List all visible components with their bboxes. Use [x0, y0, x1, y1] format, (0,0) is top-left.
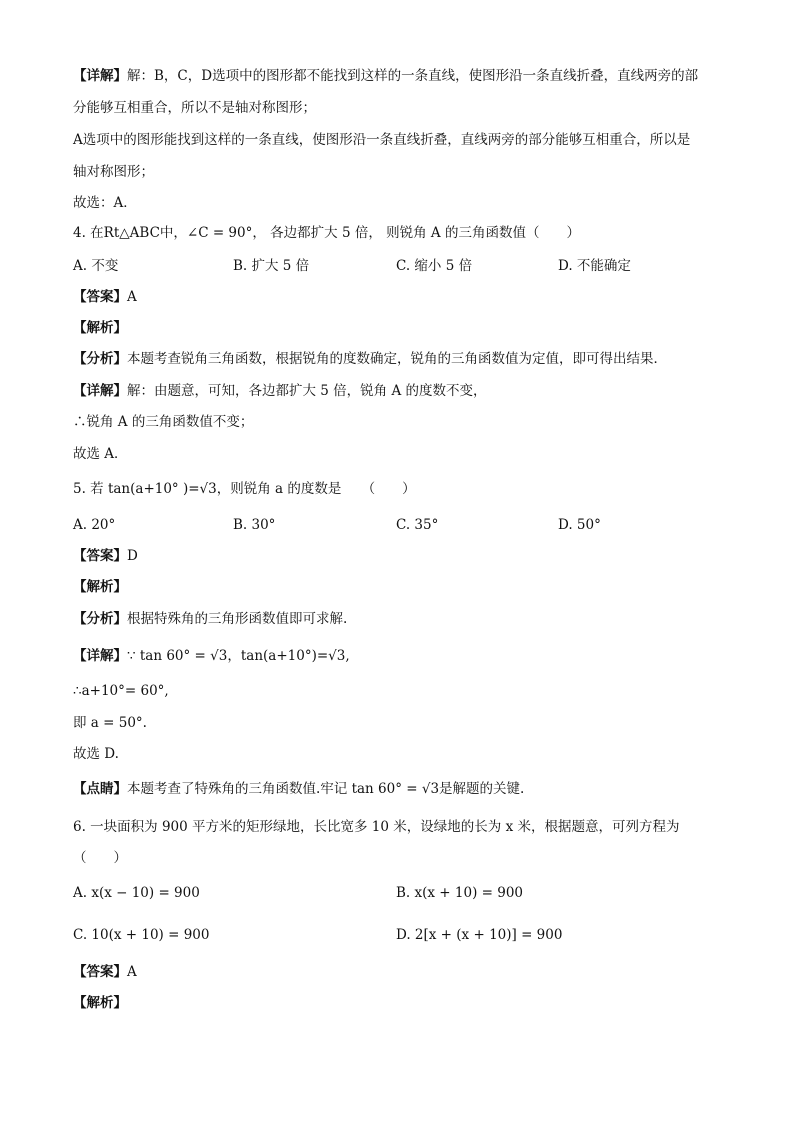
- q3-detail-line1: 【详解】解：B，C，D选项中的图形都不能找到这样的一条直线，使图形沿一条直线折叠，直线两旁的部: [73, 68, 699, 84]
- q6-option-a: A. x(x − 10) = 900: [73, 885, 200, 901]
- q5-detail: 【详解】∵ tan 60° = √3，tan(a+10°)=√3,: [73, 648, 350, 664]
- q4-option-b: B. 扩大 5 倍: [233, 258, 310, 274]
- q3-detail-line4: 轴对称图形；: [73, 164, 154, 180]
- detail-tag: 【详解】: [73, 68, 127, 84]
- detail-tag: 【详解】: [73, 383, 127, 399]
- q4-answer: 【答案】A: [73, 289, 137, 305]
- q4-analysis-tag: 【解析】: [73, 320, 127, 336]
- fenxi-tag: 【分析】: [73, 351, 127, 367]
- q4-conclusion: ∴锐角 A 的三角函数值不变；: [73, 414, 254, 430]
- q3-detail-line2: 分能够互相重合，所以不是轴对称图形；: [73, 100, 316, 116]
- q5-answer: 【答案】D: [73, 548, 138, 564]
- q5-step2: 即 a = 50°.: [73, 715, 147, 731]
- q5-note: 【点睛】本题考查了特殊角的三角函数值.牢记 tan 60° = √3是解题的关键.: [73, 781, 525, 797]
- q3-choose: 故选：A．: [73, 195, 137, 211]
- q4-option-d: D. 不能确定: [558, 258, 631, 274]
- fenxi-tag: 【分析】: [73, 611, 127, 627]
- q6-answer: 【答案】A: [73, 964, 137, 980]
- answer-tag: 【答案】: [73, 548, 127, 564]
- q4-fenxi: 【分析】本题考查锐角三角函数，根据锐角的度数确定，锐角的三角函数值为定值，即可得出结果．: [73, 351, 667, 367]
- q5-fenxi: 【分析】根据特殊角的三角形函数值即可求解.: [73, 611, 348, 627]
- note-tag: 【点睛】: [73, 781, 127, 797]
- q5-analysis-tag: 【解析】: [73, 579, 127, 595]
- q5-step1: ∴a+10°= 60°,: [73, 683, 169, 699]
- q5-stem: 5. 若 tan(a+10° )=√3，则锐角 a 的度数是 （ ）: [73, 481, 416, 497]
- q4-stem: 4. 在Rt△ABC中，∠C = 90°， 各边都扩大 5 倍， 则锐角 A 的三角函数值（ ）: [73, 225, 580, 241]
- q4-choose: 故选 A．: [73, 446, 128, 462]
- q4-option-a: A. 不变: [73, 258, 119, 274]
- q5-choose: 故选 D.: [73, 746, 119, 762]
- q6-option-b: B. x(x + 10) = 900: [396, 885, 523, 901]
- q6-stem-paren: （ ）: [73, 850, 127, 866]
- q4-option-c: C. 缩小 5 倍: [396, 258, 473, 274]
- q5-option-a: A. 20°: [73, 517, 116, 533]
- q4-detail: 【详解】解：由题意，可知，各边都扩大 5 倍，锐角 A 的度数不变，: [73, 383, 487, 399]
- q3-detail-line3: A选项中的图形能找到这样的一条直线，使图形沿一条直线折叠，直线两旁的部分能够互相重合，所以是: [73, 132, 691, 148]
- q6-option-c: C. 10(x + 10) = 900: [73, 927, 210, 943]
- q5-option-d: D. 50°: [558, 517, 601, 533]
- answer-tag: 【答案】: [73, 289, 127, 305]
- q5-option-b: B. 30°: [233, 517, 276, 533]
- q5-option-c: C. 35°: [396, 517, 439, 533]
- q6-stem: 6. 一块面积为 900 平方米的矩形绿地，长比宽多 10 米，设绿地的长为 x 米，根据题意，可列方程为: [73, 819, 680, 835]
- answer-tag: 【答案】: [73, 964, 127, 980]
- q6-option-d: D. 2[x + (x + 10)] = 900: [396, 927, 563, 943]
- detail-tag: 【详解】: [73, 648, 127, 664]
- q6-analysis-tag: 【解析】: [73, 995, 127, 1011]
